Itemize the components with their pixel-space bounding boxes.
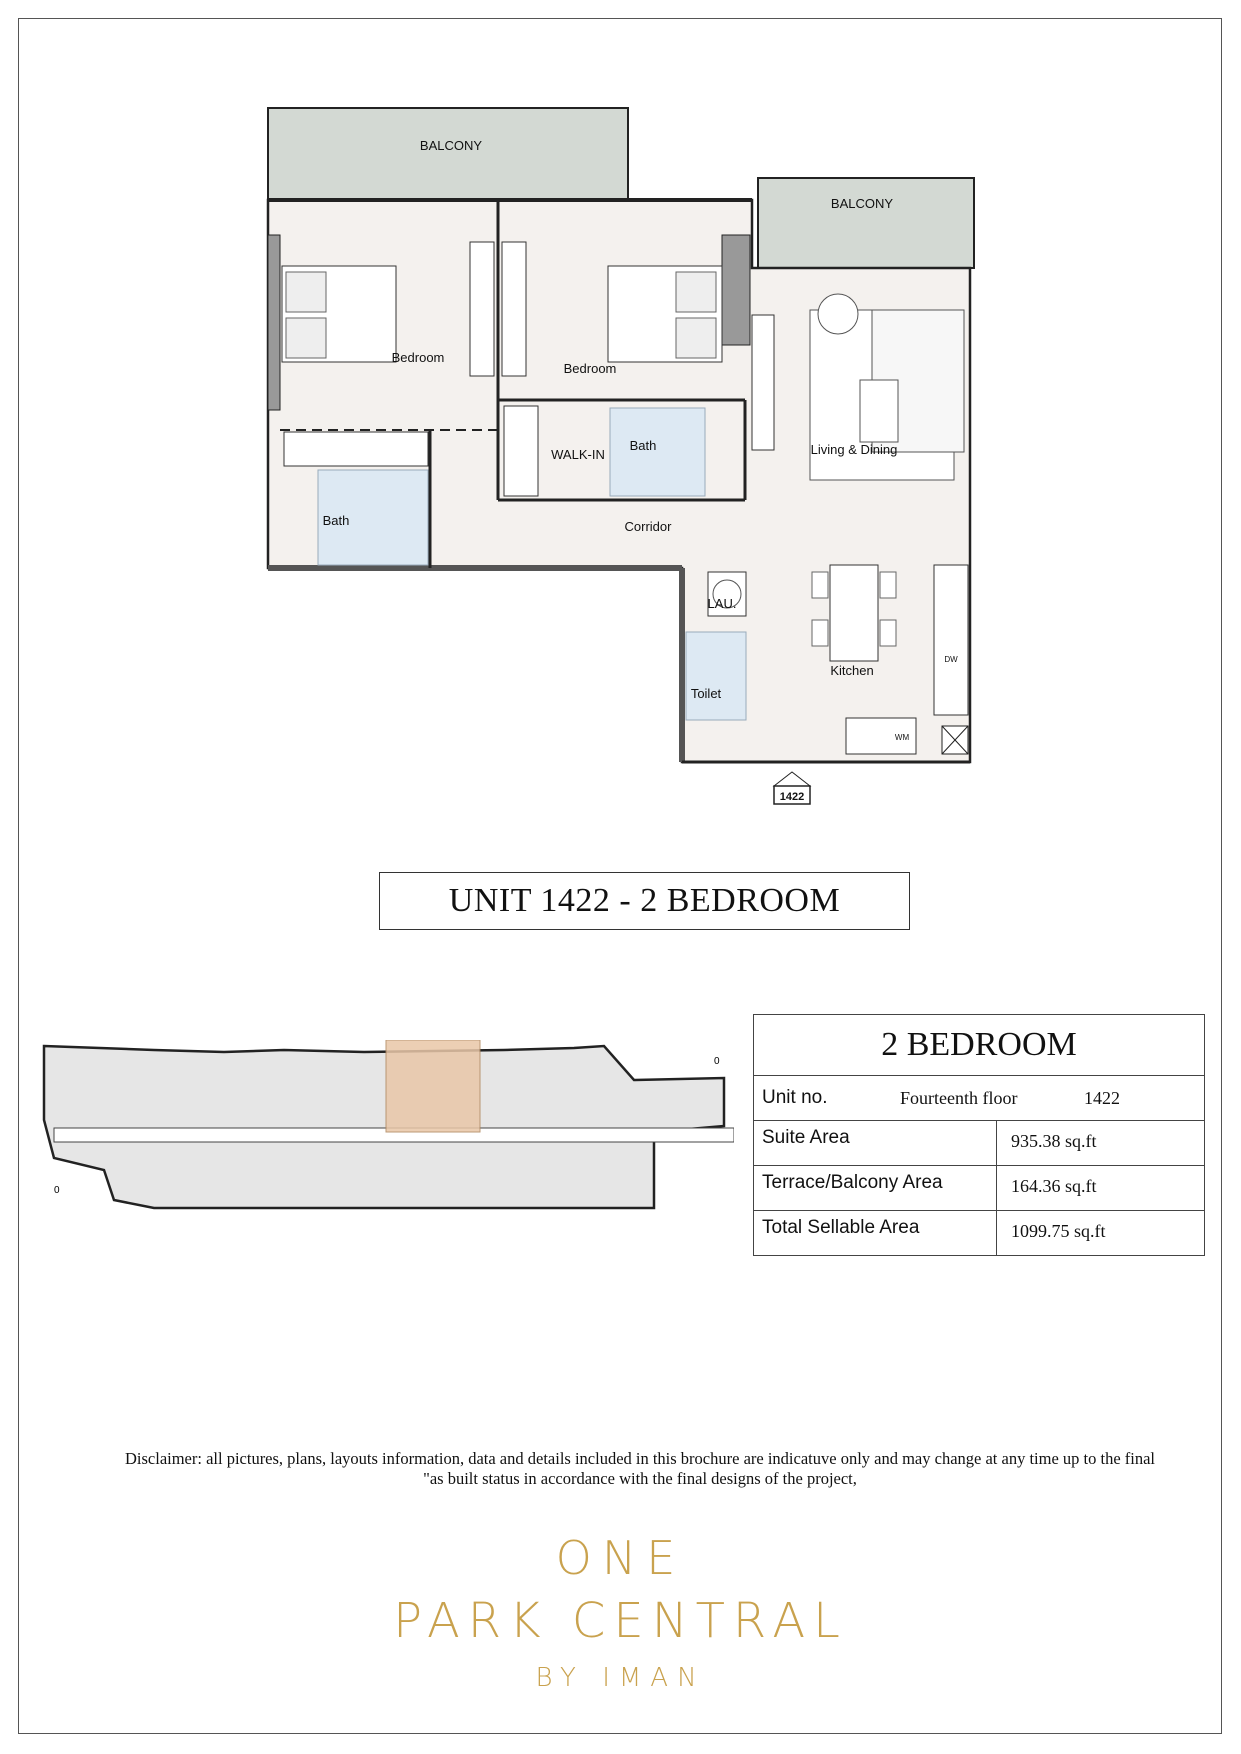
north-left: 0 [54, 1185, 60, 1196]
label-walkin: WALK-IN [551, 447, 605, 462]
unit-row [754, 1076, 1204, 1121]
unit-tag: 1422 [779, 791, 805, 803]
spec-value: 1099.75 sq.ft [1011, 1221, 1106, 1241]
spec-header: 2 BEDROOM [754, 1015, 1204, 1076]
label-wm: WM [894, 733, 910, 742]
disclaimer [60, 1449, 1220, 1489]
balcony-right [758, 178, 974, 268]
unit-no-value: 1422 [1084, 1087, 1120, 1108]
label-lau: LAU. [707, 596, 737, 611]
label-balcony-right: BALCONY [830, 196, 894, 211]
label-kitchen: Kitchen [830, 663, 874, 678]
spec-row [754, 1121, 1204, 1166]
key-plan [34, 1040, 734, 1220]
spec-label: Terrace/Balcony Area [754, 1166, 997, 1210]
spec-label: Total Sellable Area [754, 1211, 997, 1255]
dining-table [830, 565, 878, 661]
label-bedroom-1: Bedroom [391, 350, 445, 365]
balcony-left [268, 108, 628, 200]
brand-logo [0, 1530, 1241, 1698]
floor-plan [0, 0, 1241, 830]
label-balcony-left: BALCONY [419, 138, 483, 153]
label-bedroom-2: Bedroom [563, 361, 617, 376]
spec-row [754, 1211, 1204, 1255]
spec-table [753, 1014, 1205, 1256]
unit-no-label: Unit no. [762, 1087, 828, 1108]
unit-tag-arrow [774, 772, 810, 786]
floor-value: Fourteenth floor [900, 1087, 1018, 1108]
logo-line-1: ONE [555, 1531, 686, 1585]
key-plan-highlight [386, 1040, 480, 1132]
disclaimer-line-2: "as built status in accordance with the final designs of the project, [423, 1469, 857, 1488]
kitchen-counter [934, 565, 968, 715]
logo-line-2: PARK CENTRAL [393, 1593, 848, 1649]
disclaimer-line-1: Disclaimer: all pictures, plans, layouts information, data and details included in this brochure are indicatuve only and may change at any time up to the final [124, 1449, 1156, 1468]
spec-label: Suite Area [754, 1121, 997, 1165]
spec-row [754, 1166, 1204, 1211]
toilet-tiles [686, 632, 746, 720]
label-bath-1: Bath [322, 513, 350, 528]
logo-line-3: BY IMAN [535, 1663, 706, 1693]
label-dw: DW [944, 655, 958, 664]
label-toilet: Toilet [690, 686, 722, 701]
unit-title: UNIT 1422 - 2 BEDROOM [379, 872, 910, 930]
label-living: Living & Dining [810, 442, 898, 457]
north-right: 0 [714, 1056, 720, 1067]
label-bath-2: Bath [629, 438, 657, 453]
spec-value: 935.38 sq.ft [1011, 1131, 1097, 1151]
label-corridor: Corridor [624, 519, 672, 534]
bath2-tiles [610, 408, 705, 496]
spec-value: 164.36 sq.ft [1011, 1176, 1097, 1196]
